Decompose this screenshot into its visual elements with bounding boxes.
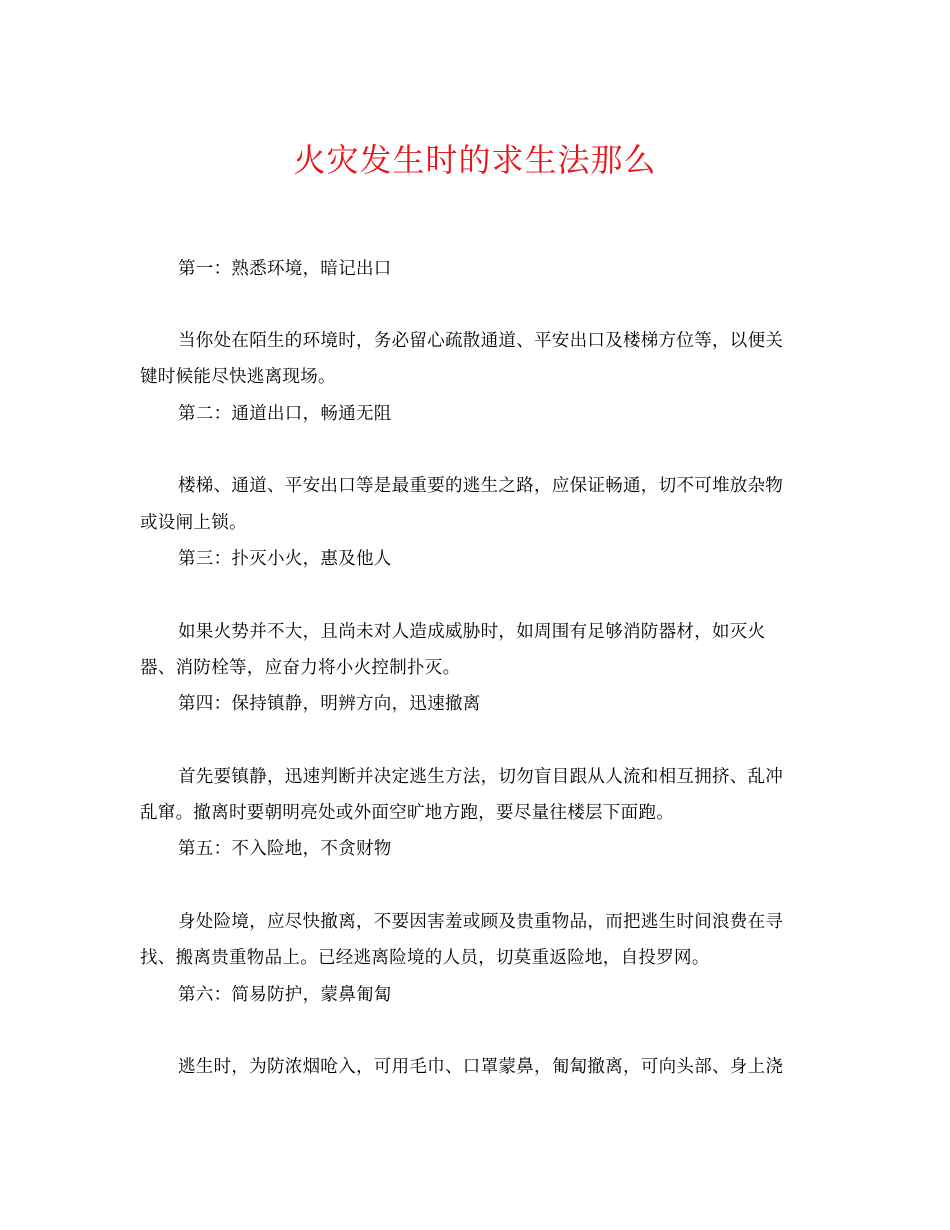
paragraph-line: 楼梯、通道、平安出口等是最重要的逃生之路，应保证畅通，切不可堆放杂物 [178, 476, 784, 496]
paragraph-line: 如果火势并不大，且尚未对人造成威胁时，如周围有足够消防器材，如灭火 [178, 622, 766, 642]
paragraph-line: 逃生时，为防浓烟呛入，可用毛巾、口罩蒙鼻，匍匐撤离，可向头部、身上浇 [178, 1057, 784, 1077]
paragraph-line: 当你处在陌生的环境时，务必留心疏散通道、平安出口及楼梯方位等，以便关 [178, 331, 784, 351]
section-heading-5: 第五：不入险地，不贪财物 [178, 839, 392, 859]
section-heading-3: 第三：扑灭小火，惠及他人 [178, 549, 392, 569]
section-heading-6: 第六：简易防护，蒙鼻匍匐 [178, 985, 392, 1005]
section-heading-1: 第一：熟悉环境，暗记出口 [178, 259, 392, 279]
document-title: 火灾发生时的求生法那么 [293, 141, 657, 179]
section-heading-2: 第二：通道出口，畅通无阻 [178, 404, 392, 424]
paragraph-line: 器、消防栓等，应奋力将小火控制扑灭。 [140, 658, 461, 678]
section-heading-4: 第四：保持镇静，明辨方向，迅速撤离 [178, 694, 481, 714]
paragraph-line: 键时候能尽快逃离现场。 [140, 367, 336, 387]
paragraph-line: 找、搬离贵重物品上。已经逃离险境的人员，切莫重返险地，自投罗网。 [140, 948, 710, 968]
paragraph-line: 身处险境，应尽快撤离，不要因害羞或顾及贵重物品，而把逃生时间浪费在寻 [178, 912, 784, 932]
paragraph-line: 或设闸上锁。 [140, 513, 247, 533]
paragraph-line: 首先要镇静，迅速判断并决定逃生方法，切勿盲目跟从人流和相互拥挤、乱冲 [178, 767, 784, 787]
paragraph-line: 乱窜。撤离时要朝明亮处或外面空旷地方跑，要尽量往楼层下面跑。 [140, 803, 674, 823]
